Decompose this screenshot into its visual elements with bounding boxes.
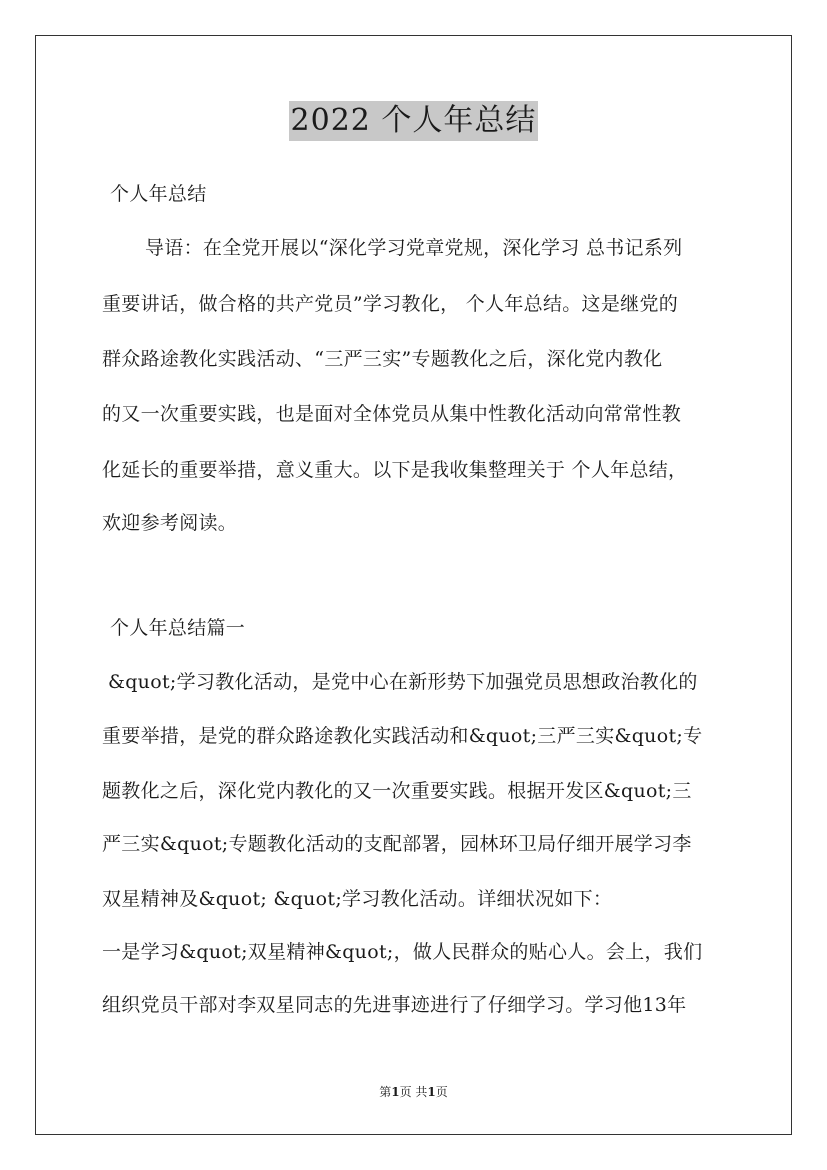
paragraph-line: 组织党员干部对李双星同志的先进事迹进行了仔细学习。学习他13年 <box>102 994 687 1016</box>
paragraph-line: 导语：在全党开展以“深化学习党章党规，深化学习 总书记系列 <box>145 237 683 259</box>
paragraph-line: 严三实&quot;专题教化活动的支配部署，园林环卫局仔细开展学习李 <box>102 833 692 855</box>
page-footer <box>0 1084 827 1100</box>
page-label-mid: 页 共 <box>399 1085 428 1099</box>
paragraph-line: 群众路途教化实践活动、“三严三实”专题教化之后，深化党内教化 <box>102 348 663 370</box>
paragraph-line: 重要讲话，做合格的共产党员”学习教化， 个人年总结。这是继党的 <box>102 293 679 315</box>
paragraph-line: 欢迎参考阅读。 <box>102 512 238 534</box>
page-total: 1 <box>427 1085 436 1099</box>
page-label-prefix: 第 <box>379 1085 392 1099</box>
section-heading: 个人年总结篇一 <box>110 617 246 639</box>
section-heading: 个人年总结 <box>110 183 207 205</box>
paragraph-line: 一是学习&quot;双星精神&quot;，做人民群众的贴心人。会上，我们 <box>102 941 703 963</box>
paragraph-line: 双星精神及&quot; &quot;学习教化活动。详细状况如下： <box>102 888 613 910</box>
paragraph-line: 重要举措，是党的群众路途教化实践活动和&quot;三严三实&quot;专 <box>102 725 703 747</box>
title-container <box>0 101 827 141</box>
page-number: 1 <box>391 1085 400 1099</box>
paragraph-line: 的又一次重要实践，也是面对全体党员从集中性教化活动向常常性教 <box>102 403 682 425</box>
paragraph-line: 题教化之后，深化党内教化的又一次重要实践。根据开发区&quot;三 <box>102 780 692 802</box>
paragraph-line: &quot;学习教化活动，是党中心在新形势下加强党员思想政治教化的 <box>108 671 698 693</box>
paragraph-line: 化延长的重要举措，意义重大。以下是我收集整理关于 个人年总结， <box>102 459 688 481</box>
document-title: 2022 个人年总结 <box>289 101 539 141</box>
page-label-suffix: 页 <box>435 1085 448 1099</box>
